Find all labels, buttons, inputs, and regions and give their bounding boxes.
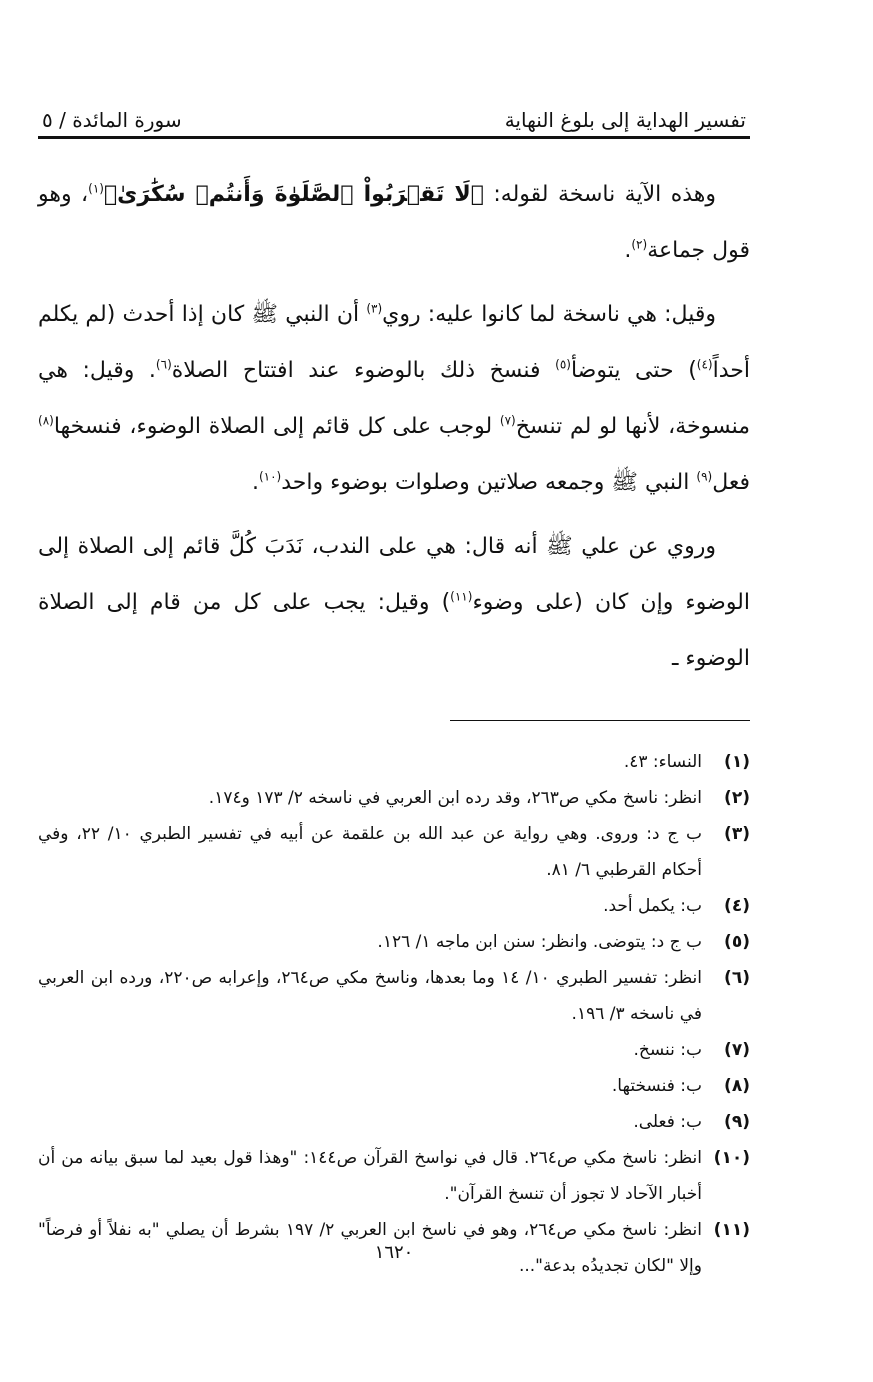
book-page <box>38 92 751 1276</box>
paragraph-3: وروي عن علي ﷺ أنه قال: هي على الندب، نَدَبَ كُلَّ قائم إلى الصلاة إلى الوضوء وإن كان (على وضوء$^{(١١)}$) وقيل: يجب على كل من قام إلى الصلاة الوضوء ـ <box>38 534 750 671</box>
footnote-text: ب: يكمل أحد. <box>603 896 702 916</box>
footnote-text: انظر: تفسير الطبري ١٠/ ١٤ وما بعدها، وناسخ مكي ص٢٦٤، وإعرابه ص٢٢٠، ورده ابن العربي في ناسخه ٣/ ١٩٦. <box>38 968 703 1024</box>
footnote-number: (٢) <box>724 788 750 808</box>
footnotes <box>38 744 750 1284</box>
footnote-text: انظر: ناسخ مكي ص٢٦٣، وقد رده ابن العربي في ناسخه ٢/ ١٧٣ و١٧٤. <box>208 788 702 808</box>
footnote <box>38 960 750 1032</box>
footnote-ref-11: (١١) <box>450 589 473 604</box>
footnote-text: ب ج د: وروى. وهي رواية عن عبد الله بن علقمة عن أبيه في تفسير الطبري ١٠/ ٢٢، وفي أحكام القرطبي ٦/ ٨١. <box>38 824 702 880</box>
footnote-ref-2: (٢) <box>631 237 648 252</box>
header-rule <box>38 136 750 139</box>
footnote-separator <box>450 720 750 721</box>
footnote-number: (٣) <box>724 824 750 844</box>
paragraph-1: وهذه الآية ناسخة لقوله: ﴿لَا تَقۡرَبُواْ ٱلصَّلَوٰةَ وَأَنتُمۡ سُكَٰرَىٰ﴾$^{(١)}$، وهو قول جماعة$^{(٢)}$. <box>38 181 750 263</box>
footnote <box>38 1140 750 1212</box>
footnote-text: انظر: ناسخ مكي ص٢٦٤، وهو في ناسخ ابن العربي ٢/ ١٩٧ بشرط أن يصلي "به نفلاً أو فرضاً" وإلا "لكان تجديدُه بدعة"... <box>38 1220 702 1276</box>
footnote-ref-8: (٨) <box>38 413 54 428</box>
page-number: ١٦٢٠ <box>374 1242 414 1263</box>
footnote-text: النساء: ٤٣. <box>623 752 702 772</box>
book-title: تفسير الهداية إلى بلوغ النهاية <box>504 108 746 132</box>
footnote-ref-9: (٩) <box>696 469 713 484</box>
footnote-number: (٤) <box>724 896 750 916</box>
footnote-text: ب: فعلى. <box>633 1112 702 1132</box>
footnote <box>38 1068 750 1104</box>
footnote <box>38 1104 750 1140</box>
footnote-text: انظر: ناسخ مكي ص٢٦٤. قال في نواسخ القرآن ص١٤٤: "وهذا قول بعيد لما سبق بيانه من أن أخبار الآحاد لا تجوز أن تنسخ القرآن". <box>38 1148 702 1204</box>
footnote-number: (٧) <box>724 1040 750 1060</box>
footnote-number: (١٠) <box>713 1148 750 1168</box>
footnote-ref-6: (٦) <box>155 357 172 372</box>
main-text <box>38 167 750 687</box>
footnote <box>38 816 750 888</box>
footnote-number: (٥) <box>724 932 750 952</box>
footnote <box>38 744 750 780</box>
footnote <box>38 780 750 816</box>
footnote-text: ب: فنسختها. <box>611 1076 702 1096</box>
footnote-ref-3: (٣) <box>366 301 383 316</box>
footnote <box>38 1032 750 1068</box>
footnote-number: (٩) <box>724 1112 750 1132</box>
footnote-number: (٨) <box>724 1076 750 1096</box>
footnote-ref-5: (٥) <box>555 357 571 372</box>
footnote-ref-4: (٤) <box>696 357 713 372</box>
footnote-ref-7: (٧) <box>499 413 516 428</box>
running-header <box>38 92 750 136</box>
paragraph-2: وقيل: هي ناسخة لما كانوا عليه: روي$^{(٣)}$ أن النبي ﷺ كان إذا أحدث (لم يكلم أحداً$^{(٤)}$) حتى يتوضأ$^{(٥)}$ فنسخ ذلك بالوضوء عند افتتاح الصلاة$^{(٦)}$. وقيل: هي منسوخة، لأنها لو لم تنسخ$^{(٧)}$ لوجب على كل قائم إلى الصلاة الوضوء، فنسخها$^{(٨)}$ فعل$^{(٩)}$ النبي ﷺ وجمعه صلاتين وصلوات بوضوء واحد$^{(١٠)}$. <box>38 301 751 495</box>
footnote-number: (١١) <box>713 1220 750 1240</box>
footnote-number: (٦) <box>724 968 750 988</box>
footnote <box>38 924 750 960</box>
footnote-ref-10: (١٠) <box>258 469 282 484</box>
footnote-text: ب: ننسخ. <box>633 1040 702 1060</box>
quran-verse: ﴿لَا تَقۡرَبُواْ ٱلصَّلَوٰةَ وَأَنتُمۡ سُكَٰرَىٰ﴾ <box>103 182 484 207</box>
footnote <box>38 888 750 924</box>
footnote-number: (١) <box>724 752 750 772</box>
footnote-ref-1: (١) <box>88 181 104 196</box>
footnote-text: ب ج د: يتوضى. وانظر: سنن ابن ماجه ١/ ١٢٦. <box>377 932 702 952</box>
surah-label: سورة المائدة / ٥ <box>42 108 182 132</box>
